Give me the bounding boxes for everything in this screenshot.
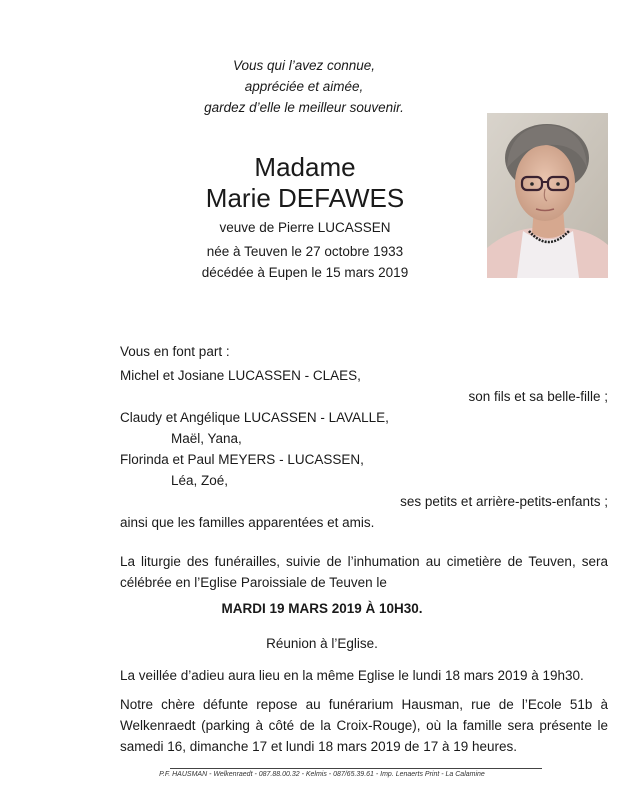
birth-info: née à Teuven le 27 octobre 1933 <box>206 244 404 259</box>
vigil-info: La veillée d’adieu aura lieu en la même Eglise le lundi 18 mars 2019 à 19h30. <box>120 668 584 683</box>
portrait-photo <box>487 113 608 278</box>
family-relation: ses petits et arrière-petits-enfants ; <box>400 494 608 509</box>
epigraph-line: gardez d’elle le meilleur souvenir. <box>204 100 404 115</box>
rest-paragraph <box>120 694 608 757</box>
death-info: décédée à Eupen le 15 mars 2019 <box>201 265 409 280</box>
family-relation: son fils et sa belle-fille ; <box>468 389 608 404</box>
epigraph-line: Vous qui l’avez connue, <box>232 58 376 73</box>
epigraph <box>0 55 608 118</box>
family-line: Florinda et Paul MEYERS - LUCASSEN, <box>120 452 364 467</box>
grandchildren-line: Maël, Yana, <box>171 431 242 446</box>
family-line: ainsi que les familles apparentées et amis. <box>120 515 375 530</box>
liturgy-paragraph <box>120 551 608 593</box>
widow-of: veuve de Pierre LUCASSEN <box>219 220 391 235</box>
footer-divider <box>170 768 542 769</box>
honorific: Madame <box>254 152 356 182</box>
rest-line: Notre chère défunte repose au funérarium Hausman, rue de l’Ecole 51b à <box>120 697 608 712</box>
rest-line: Welkenraedt (parking à côté de la Croix-Rouge), où la famille sera présente le <box>120 718 608 733</box>
footer-imprint: P.F. HAUSMAN - Welkenraedt - 087.88.00.32 - Kelmis - 087/65.39.61 - Imp. Lenaerts Print - La Calamine <box>159 771 485 778</box>
rest-line: samedi 16, dimanche 17 et lundi 18 mars 2019 de 17 à 19 heures. <box>120 739 518 754</box>
epigraph-line: appréciée et aimée, <box>244 79 364 94</box>
funeral-date: MARDI 19 MARS 2019 À 10H30. <box>221 601 423 616</box>
liturgy-line: célébrée en l’Eglise Paroissiale de Teuven le <box>120 575 387 590</box>
grandchildren-line: Léa, Zoé, <box>171 473 229 488</box>
deceased-name: Marie DEFAWES <box>205 183 405 213</box>
family-line: Claudy et Angélique LUCASSEN - LAVALLE, <box>120 410 389 425</box>
liturgy-line: La liturgie des funérailles, suivie de l’inhumation au cimetière de Teuven, sera <box>120 554 608 569</box>
family-line: Michel et Josiane LUCASSEN - CLAES, <box>120 368 361 383</box>
announcement-intro: Vous en font part : <box>120 344 230 359</box>
meeting-place: Réunion à l’Eglise. <box>266 636 378 651</box>
